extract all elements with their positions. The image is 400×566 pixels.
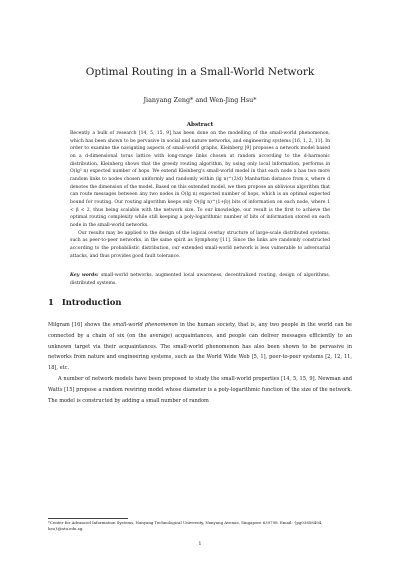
keywords: [70, 272, 330, 287]
footnote-divider: [48, 518, 128, 519]
section-heading: [48, 297, 121, 307]
footnote: *Center for Advanced Information Systems, Nanyang Technological University, Nanyang Avenue, Singapore 639798. Email: {pg03858494, hsu}@ntu.edu.sg.: [48, 520, 323, 531]
body-text-segment: Milgram [16] shows the: [48, 322, 113, 328]
page-number: 1: [198, 541, 202, 547]
author-list: Jianyang Zeng* and Wen-Jing Hsu*: [143, 96, 257, 104]
keywords-text: small-world networks, augmented local awareness, decentralized routing, design of algorithms, distributed systems.: [70, 273, 330, 286]
body-text-segment: in the human society, that is, any two people in the world can be connected by a chain of six (on the average) acquaintances, and people can deliver messages efficiently to an unknown target via their acquaintances. The small-world phenomenon has also been shown to be pervasive in networks from nature and engineering systems, such as the World Wide Web [5, 1], peer-to-peer systems [2, 12, 11, 18], etc.: [48, 322, 353, 372]
section-title: Introduction: [61, 297, 122, 307]
paper-title: Optimal Routing in a Small-World Network: [85, 66, 315, 78]
emphasized-term: small-world phenomenon: [112, 322, 178, 328]
section-number: 1: [48, 297, 54, 307]
keywords-label: Key words:: [70, 273, 99, 278]
abstract-paragraph: Recently a bulk of research [14, 5, 15, 9] has been done on the modelling of the small-world phenomenon, which has been shown to be pervasive in social and nature networks, and engineering systems [16, 1, 2, 11]. In order to examine the navigating aspects of small-world graphs, Kleinberg [9] proposes a network model based on a d-dimensional torus lattice with long-range links chosen at random according to the d-harmonic distribution. Kleinberg shows that the greedy routing algorithm, by using only local information, performs in O(lg² n) expected number of hops. We extend Kleinberg's small-world model in that each node x has two more random links to nodes chosen uniformly and randomly within (lg n)^(2/d) Manhattan distance from x, where d denotes the dimension of the model. Based on this extended model, we then propose an oblivious algorithm that can route messages between any two nodes in O(lg n) expected number of hops, which is an optimal expected bound for routing. Our routing algorithm keeps only O((lg n)^(1+β)) bits of information on each node, where 1 < β < 2, thus being scalable with the network size. To our knowledge, our result is the first to achieve the optimal routing complexity while still keeping a poly-logarithmic number of bits of information stored on each node in the small-world networks.: [70, 131, 330, 228]
abstract-body: [70, 130, 330, 260]
body-paragraph: [48, 320, 352, 374]
introduction-body: [48, 320, 352, 406]
abstract-paragraph: Our results may be applied to the design of the logical overlay structure of large-scale distributed systems, such as peer-to-peer networks, in the same spirit as Symphony [11]. Since the links are randomly constructed according to the probabilistic distribution, our extended small-world network is less vulnerable to adversarial attacks, and thus provides good fault tolerance.: [70, 230, 330, 259]
body-paragraph: A number of network models have been proposed to study the small-world properties [14, 5, 15, 9]. Newman and Watts [15] propose a random rewiring model whose diameter is a poly-logarithmic function of the size of the network. The model is constructed by adding a small number of random: [48, 375, 352, 404]
abstract-heading: Abstract: [186, 122, 214, 128]
